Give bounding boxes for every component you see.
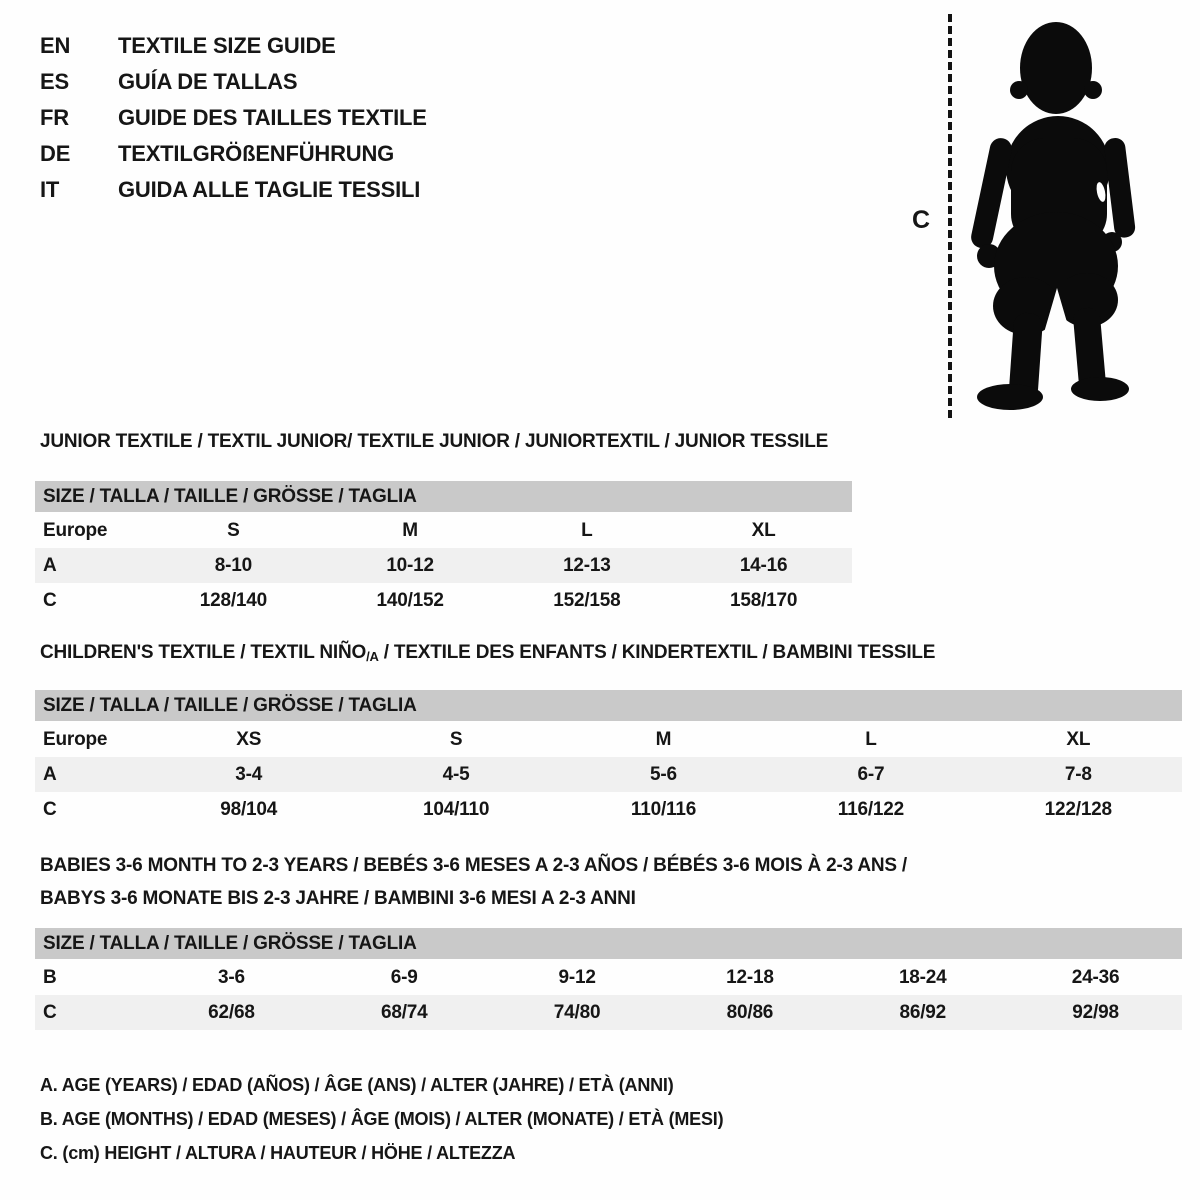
months-cell: 3-6 <box>217 966 245 988</box>
row-label-cell: B <box>43 966 57 988</box>
language-label: GUIDA ALLE TAGLIE TESSILI <box>118 177 421 202</box>
table-row-height <box>35 583 852 618</box>
age-cell: 12-13 <box>563 554 611 576</box>
table-row-age <box>35 548 852 583</box>
size-cell: XL <box>751 519 776 541</box>
children-title-subscript: /A <box>366 649 379 664</box>
footnotes <box>40 1068 723 1170</box>
language-row-de <box>40 136 427 172</box>
size-cell: S <box>227 519 240 541</box>
language-code: DE <box>40 141 71 166</box>
height-cell: 128/140 <box>199 589 268 611</box>
row-label-cell: A <box>43 763 57 785</box>
language-header <box>40 28 427 208</box>
height-measure-label: C <box>912 206 930 234</box>
language-label: TEXTILE SIZE GUIDE <box>118 33 336 58</box>
language-label: TEXTILGRÖßENFÜHRUNG <box>118 141 395 166</box>
table-row-height <box>35 792 1182 827</box>
language-code: ES <box>40 69 69 94</box>
height-cell: 80/86 <box>726 1001 774 1023</box>
junior-size-table <box>35 481 852 618</box>
height-cell: 92/98 <box>1072 1001 1119 1023</box>
table-row-height <box>35 995 1182 1030</box>
table-row-months <box>35 960 1182 995</box>
size-header-bar: SIZE / TALLA / TAILLE / GRÖSSE / TAGLIA <box>35 481 852 512</box>
size-cell: S <box>449 728 463 750</box>
row-label-cell: Europe <box>43 519 108 541</box>
age-cell: 5-6 <box>650 763 677 785</box>
size-header-bar: SIZE / TALLA / TAILLE / GRÖSSE / TAGLIA <box>35 928 1182 959</box>
toddler-silhouette-icon <box>966 18 1138 418</box>
babies-title-line1: BABIES 3-6 MONTH TO 2-3 YEARS / BEBÉS 3-6 MESES A 2-3 AÑOS / BÉBÉS 3-6 MOIS À 2-3 ANS / <box>40 855 908 876</box>
height-cell: 158/170 <box>729 589 798 611</box>
age-cell: 14-16 <box>739 554 788 576</box>
language-row-en <box>40 28 427 64</box>
language-code: EN <box>40 33 71 58</box>
age-cell: 10-12 <box>386 554 434 576</box>
language-code: IT <box>40 177 60 202</box>
children-size-table <box>35 690 1182 827</box>
language-label: GUIDE DES TAILLES TEXTILE <box>118 105 427 130</box>
children-title-text: / TEXTILE DES ENFANTS / KINDERTEXTIL / BAMBINI TESSILE <box>378 642 936 663</box>
table-row-europe <box>35 513 852 548</box>
language-label: GUÍA DE TALLAS <box>118 69 298 94</box>
size-cell: XS <box>236 728 262 750</box>
row-label-cell: Europe <box>43 728 108 750</box>
size-cell: L <box>865 728 877 750</box>
row-label-cell: C <box>43 589 57 611</box>
height-cell: 62/68 <box>208 1001 255 1023</box>
row-label-cell: A <box>43 554 57 576</box>
height-cell: 98/104 <box>220 798 278 820</box>
height-cell: 110/116 <box>630 798 697 820</box>
footnote-b: B. AGE (MONTHS) / EDAD (MESES) / ÂGE (MOIS) / ALTER (MONATE) / ETÀ (MESI) <box>40 1108 724 1129</box>
row-label-cell: C <box>43 798 57 820</box>
height-cell: 68/74 <box>380 1001 428 1023</box>
language-code: FR <box>40 105 69 130</box>
age-cell: 4-5 <box>442 763 470 785</box>
babies-section-title <box>40 849 907 915</box>
row-label-cell: C <box>43 1001 57 1023</box>
size-cell: L <box>581 519 593 541</box>
height-cell: 122/128 <box>1044 798 1112 820</box>
height-cell: 116/122 <box>837 798 904 820</box>
height-cell: 140/152 <box>376 589 444 611</box>
size-cell: M <box>402 519 418 541</box>
table-row-europe <box>35 722 1182 757</box>
age-cell: 7-8 <box>1064 763 1092 785</box>
months-cell: 24-36 <box>1071 966 1120 988</box>
footnote-a: A. AGE (YEARS) / EDAD (AÑOS) / ÂGE (ANS) / ALTER (JAHRE) / ETÀ (ANNI) <box>40 1074 674 1095</box>
language-row-it <box>40 172 427 208</box>
height-cell: 86/92 <box>899 1001 947 1023</box>
age-cell: 8-10 <box>214 554 252 576</box>
age-cell: 6-7 <box>857 763 885 785</box>
months-cell: 9-12 <box>558 966 596 988</box>
height-cell: 152/158 <box>553 589 621 611</box>
months-cell: 18-24 <box>898 966 947 988</box>
footnote-c: C. (cm) HEIGHT / ALTURA / HAUTEUR / HÖHE / ALTEZZA <box>40 1142 516 1163</box>
size-header-bar: SIZE / TALLA / TAILLE / GRÖSSE / TAGLIA <box>35 690 1182 721</box>
junior-section-title: JUNIOR TEXTILE / TEXTIL JUNIOR/ TEXTILE JUNIOR / JUNIORTEXTIL / JUNIOR TESSILE <box>40 431 829 452</box>
language-row-es <box>40 64 427 100</box>
months-cell: 6-9 <box>390 966 418 988</box>
children-title-text: CHILDREN'S TEXTILE / TEXTIL NIÑO <box>40 642 367 663</box>
height-cell: 74/80 <box>553 1001 601 1023</box>
babies-title-line2: BABYS 3-6 MONATE BIS 2-3 JAHRE / BAMBINI 3-6 MESI A 2-3 ANNI <box>40 888 636 909</box>
height-cell: 104/110 <box>422 798 490 820</box>
babies-size-table <box>35 928 1182 1030</box>
size-cell: XL <box>1066 728 1091 750</box>
children-section-title <box>40 642 935 664</box>
months-cell: 12-18 <box>726 966 774 988</box>
age-cell: 3-4 <box>235 763 263 785</box>
height-measure-dashed-line <box>948 14 952 418</box>
language-row-fr <box>40 100 427 136</box>
table-row-age <box>35 757 1182 792</box>
size-cell: M <box>655 728 672 750</box>
